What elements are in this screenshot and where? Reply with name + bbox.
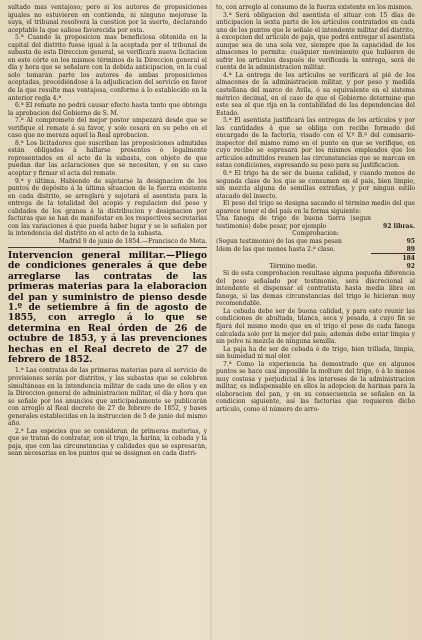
barley-paragraph: La cebada debe ser de buena calidad, y para esto reunir las condiciones de abultada, blanca, seca y pesada, á cuyo fin se fijará del mismo modo que en el trigo el peso de cada fanega calculada solo por la mejor del país; además debe estar limpia y sin polvo ni mezcla de ninguna semilla. <box>216 307 415 346</box>
table-row <box>216 238 415 246</box>
condition-5-paragraph: 5.ª El asentista justificará las entregas de los artículos y por las cantidades á que se obliga con recibo formado del encargado de la factoría, visado con el V.º B.º del comisario-inspector del mismo ramo en el punto en que se verifique, en cuyo recibo se espresará por los mismos empleados que los artículos admitidos reunen las circunstancias que se marcan en estas condiciones, espresando su peso para su justificacion. <box>216 117 415 170</box>
table-row-label: (Segun testimonio) de las que mas pesan <box>216 237 342 245</box>
comparison-caption: Comprobacion: <box>292 230 339 238</box>
condition-6-paragraph: 6.ª El trigo ha de ser de buena calidad, y cuando menos de segunda clase de los que se consumen en el país, bien limpio, sin mezcla alguna de semillas extrañas, y por ningun estilo atacado del insecto. <box>216 170 415 200</box>
condition-9-paragraph: 9.ª y última. Habiendo de sujetarse la designacion de los puntos de depósito á la última situacion de la fuerza existente en cada distrito, se arreglará y sujetará el asentista para la entrega de la totalidad del acopio y regulacion del peso y calidades de los granos á la distribucion y designacion por facturas que se han de manifestar en los respectivos secretarías con las variaciones á que pueda haber lugar y se le señalen por la intendencia del distrito en el acto de la subasta. <box>8 177 207 238</box>
table-row-label: Una fanega de trigo de buena tierra (segun testimonio) debe pesar, por ejemplo <box>216 215 371 230</box>
condition-7-paragraph: 7.ª Como la experiencia ha demostrado que en algunos puntos se hace casi imposible la molture del trigo, ó á lo menos muy costosa y perjudicial á los intereses de la administracion militar, es indispensable en ellos la adopcion de harinas para la elaboracion del pan, y en su consecuencia se señalen en la condicion siguiente, así las factorías que requieren dicho artículo, como el número de arro- <box>216 360 415 413</box>
condition-6-paragraph: 6.ª El remate no podrá causar efecto hasta tanto que obtenga la aprobacion del Gobierno de S. M. <box>8 102 207 117</box>
weight-table <box>216 215 415 270</box>
left-column <box>8 4 207 636</box>
paragraph-continuation: sultado mas ventajoso; pero si los autores de proposiciones iguales no estuvieren en contienda, ni ninguno mejorase la suya, el tribunal resolverá la cuestion por la suerte, declarando aceptable la que saliese favorecida por esta. <box>8 4 207 34</box>
table-row <box>216 254 415 263</box>
section-heading: Intervencion general militar.—Pliego de condiciones generales á que debe arreglarse las contratas de las primeras materias para la elaboracion del pan y suministro de pienso desde 1.º de setiembre á fin de agosto de 1855, con arreglo á lo que se determina en Real órden de 26 de octubre de 1853, y á las prevenciones hechas en el Real decreto de 27 de febrero de 1852. <box>8 250 207 366</box>
table-row <box>216 230 415 238</box>
weight-intro-paragraph: El peso del trigo se designa sacando el término medio del que aparece tener el del país en la forma siguiente: <box>216 200 415 215</box>
paragraph-continuation: to, con arreglo al consumo de la fuerza existente en los mismos. <box>216 4 413 11</box>
straw-paragraph: La paja ha de ser de cebada ó de trigo, bien trillada, limpia, sin humedad ni mal olor. <box>216 345 415 361</box>
table-row <box>216 215 415 230</box>
tolerance-paragraph: Si de esta comprobacion resultase alguna pequeña diferencia del peso señalado por testimonio, será discrecional al intendente el dispensar el contratista hasta media libra en fanega, si las demas circunstancias del trigo le hicieran muy recomendable. <box>216 270 415 308</box>
table-row-value: 95 <box>406 237 415 245</box>
condition-4-paragraph: 4.ª La entrega de los artículos se verificará al pié de los almacenes de la administracion militar, y por peso y medida castellana del marco de Avila, ó su equivalente en el sistema métrico decimal, en el caso de que el Gobierno determine que este sea el que rija en la contabilidad de las dependencias del Estado. <box>216 71 415 117</box>
signature-line: Madrid 9 de junio de 1854.—Francisco de Meta. <box>58 237 207 245</box>
table-row-label: Idem de las que menos hasta 2.ª clase. <box>216 246 336 253</box>
average-value: 92 <box>406 262 415 270</box>
condition-1-paragraph: 1.ª Las contratas de las primeras materias para el servicio de provisiones serán por distritos, y las subastas que se celebren simultáneas en la intendencia militar de cada uno de ellos y en la Direccion general de administracion militar, el día y hora que se señale por los anuncios que anticipadamente se publicarán con arreglo al Real decreto de 27 de febrero de 1852, y bases generales establecidas en la instruccion de 5 de junio del mismo año. <box>8 367 207 428</box>
condition-3-paragraph: 3.ª Será obligacion del asentista el situar con 15 días de anticipacion la sexta parte de los artículos contratados en cada uno de los puntos que le señale el intendente militar del distrito, á excepcion del artículo de paja, que podrá entregar el asentista aunque sea de una sola vez, siempre que la capacidad de los almacenes lo permita: cualquier movimiento que hubieren de sufrir los artículos después de verificada la entrega, será de cuenta de la administracion militar. <box>216 11 415 72</box>
table-row <box>216 263 415 271</box>
average-label: Término medio. <box>269 262 318 270</box>
table-row-value: 92 libras. <box>383 222 415 230</box>
table-row <box>216 246 415 254</box>
condition-7-paragraph: 7.ª Al comprometo del mejor postor umpezará desde que se verifique el remate á su favor, y solo cesará en su pebo en el caso que no mereza aquel la Real aprobacion. <box>8 117 207 140</box>
right-column <box>216 4 415 636</box>
condition-8-paragraph: 8.ª Los licitadores que suscriban las proposiciones admitidas están obligados á hallarse presentes ó legalmente representados en el acto de la subasta, con objeto de que puedan dar las aclaraciones que se necesiten, y en su caso aceptar y firmar el acta del remate. <box>8 139 207 178</box>
table-row-value: 89 <box>406 245 415 253</box>
condition-2-paragraph: 2.ª Las especies que se consideran de primeras materias, y que se tratan de contratar, son el trigo, la harina, la cebada y la paja, que con las circunstancias y calidades que se espresarán, sean necesarias en los puntos que se designen en cada distri- <box>8 427 207 458</box>
condition-5-paragraph: 5.ª Cuando la proposicion mas beneficiosa obtenida en la capital del distrito fuese igual á la aceptada por el tribunal de subasta de esta Direccion general, se verificará nueva licitacion en este córte en los mismos términos de la Direccion general el día y hora que se señalare con la debida anticipacion, en la cual solo tomarán parte los autores de ambas proposiciones aceptadas, procediéndose á la adjudicacion del servicio en favor de la que resulte mas ventajosa, conforme á lo establecido en la anterior regla 4.ª <box>8 34 207 102</box>
section-divider <box>8 247 207 248</box>
sum-value: 184 <box>371 254 415 263</box>
